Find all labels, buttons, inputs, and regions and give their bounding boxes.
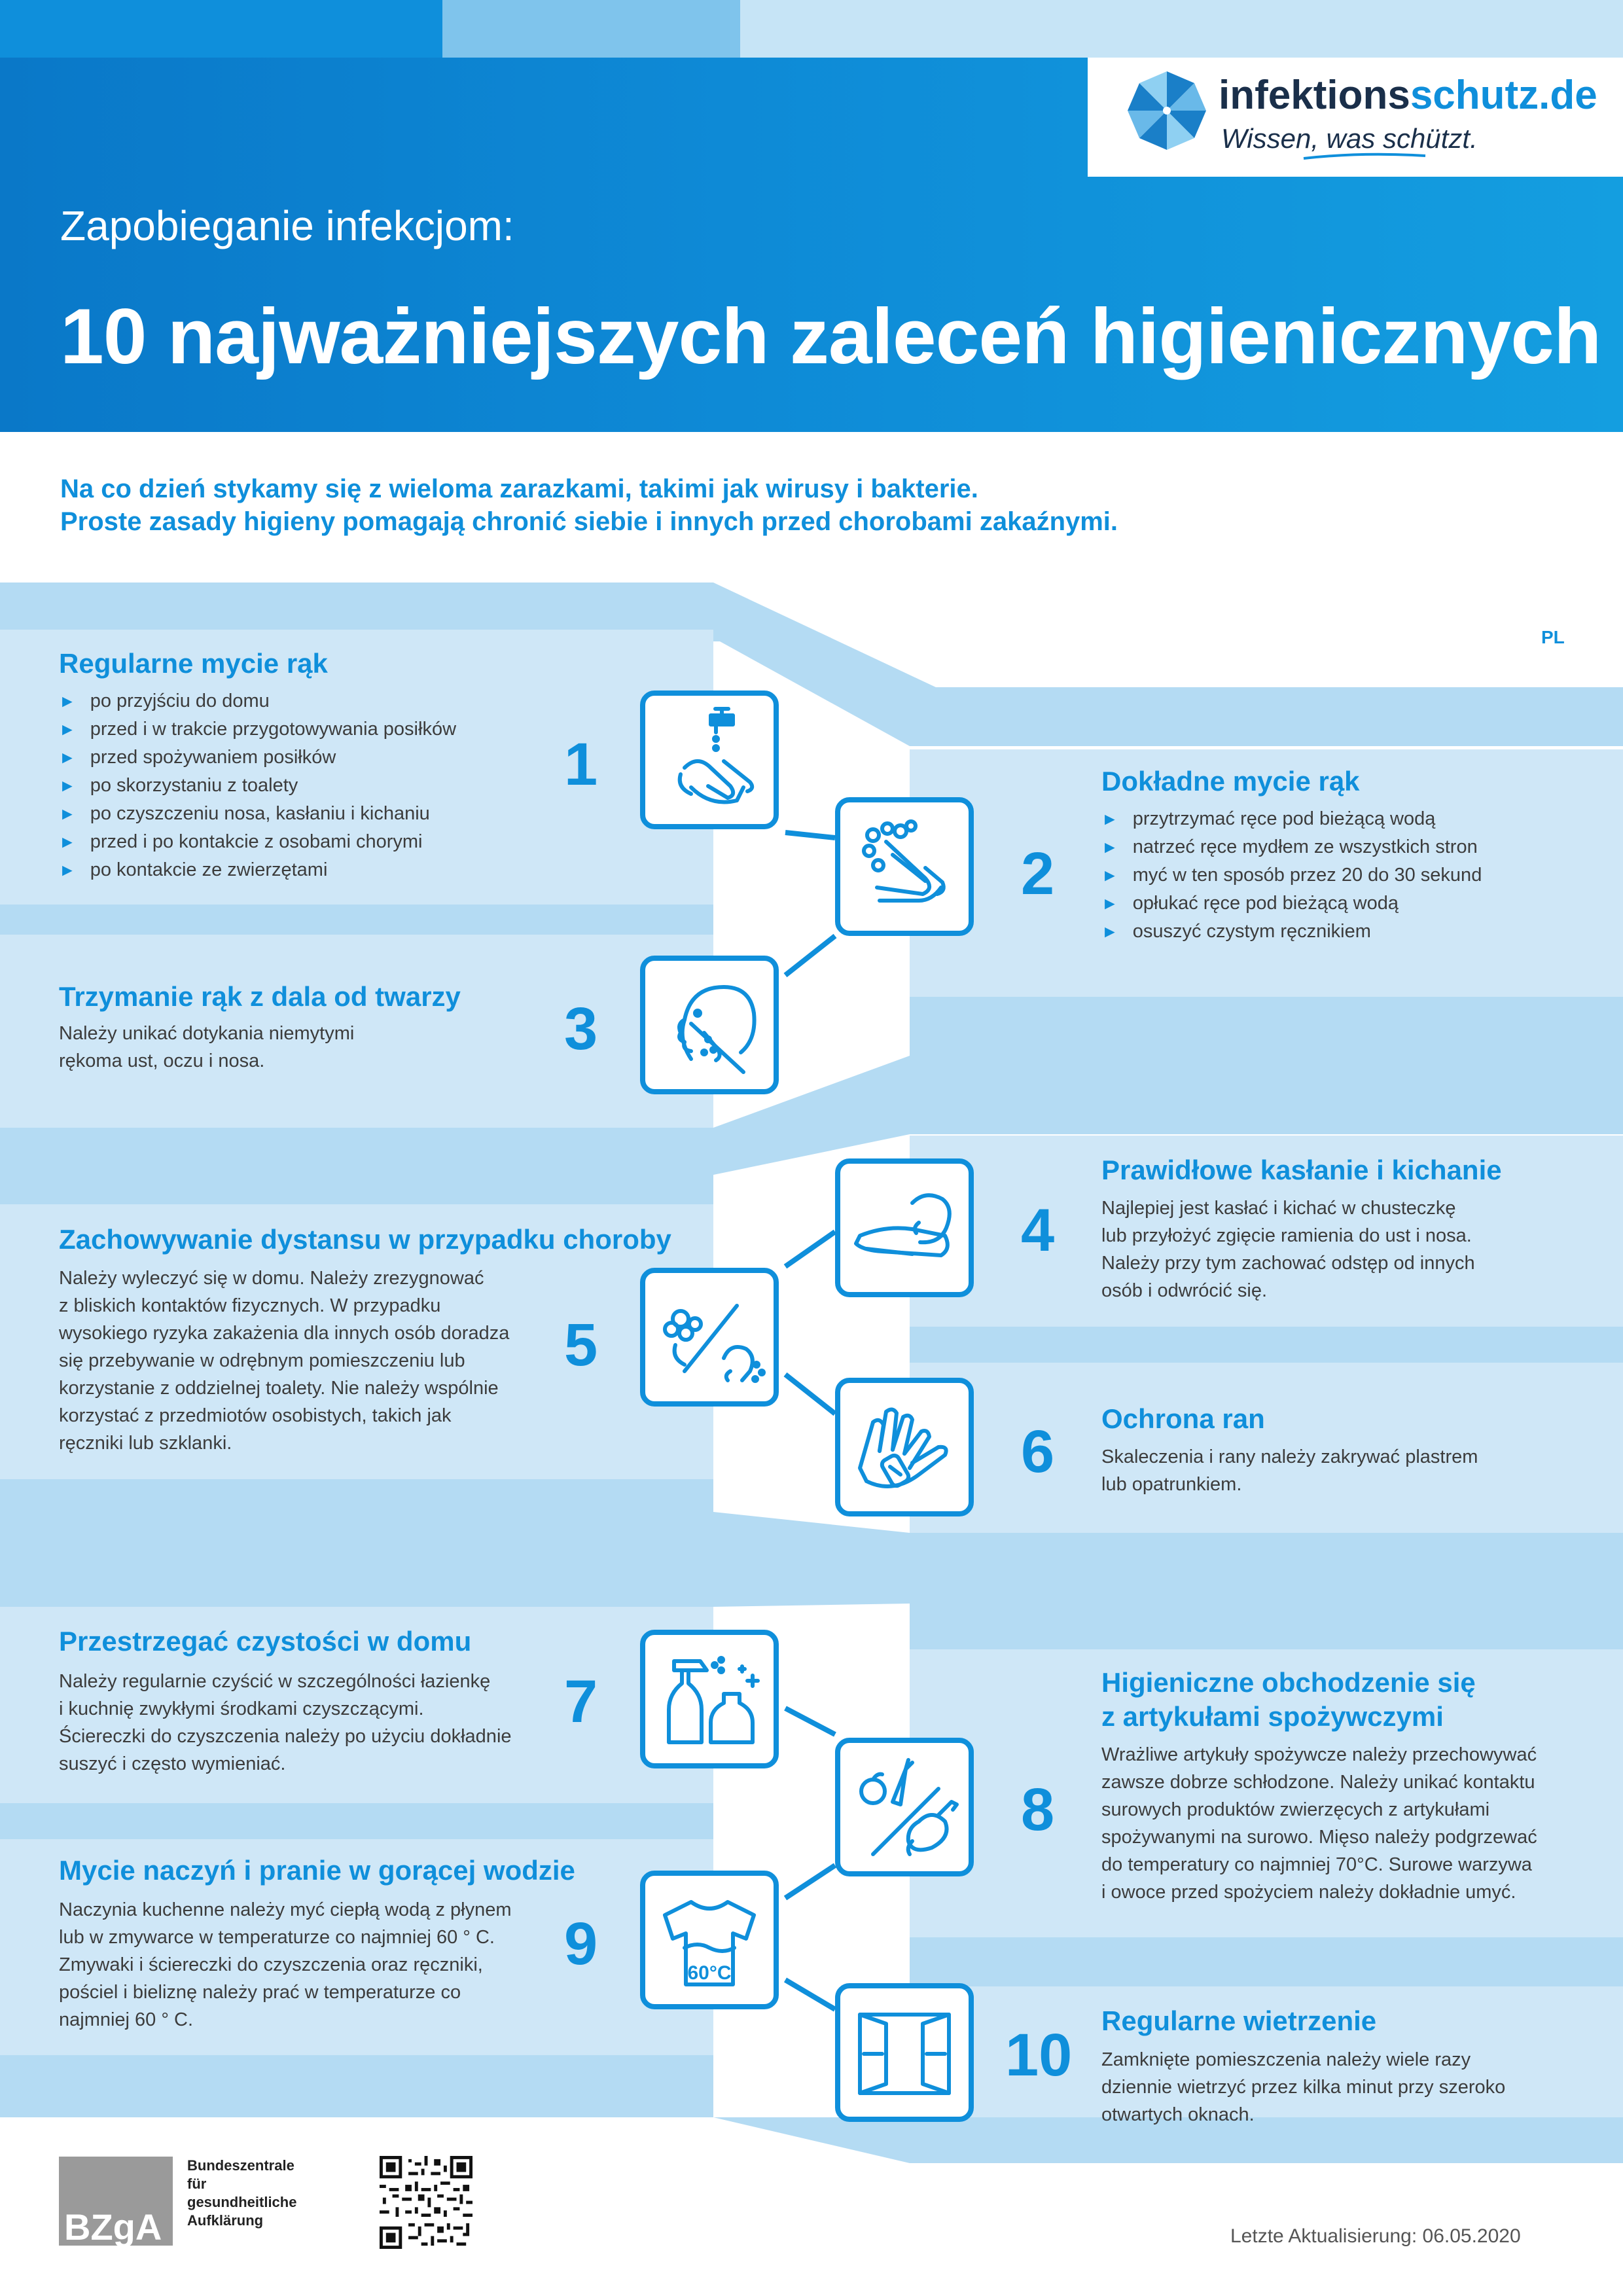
rec-8-title-line-2: z artykułami spożywczymi bbox=[1101, 1701, 1444, 1732]
list-item: ► po przyjściu do domu bbox=[59, 691, 270, 711]
bzga-name-line: für bbox=[187, 2176, 207, 2192]
intro-line-1: Na co dzień stykamy się z wieloma zarazkami, takimi jak wirusy i bakterie. bbox=[60, 475, 978, 503]
rec-9-text-line: pościel i bieliznę należy prać w temperaturze co bbox=[59, 1982, 461, 2003]
language-code: PL bbox=[1541, 627, 1565, 647]
rec-8-text-line: surowych produktów zwierzęcych z artykułami bbox=[1101, 1799, 1490, 1820]
slogan-underline bbox=[1302, 152, 1427, 161]
rec-8-title-line-1: Higieniczne obchodzenie się bbox=[1101, 1667, 1476, 1698]
rec-3-text-line: rękoma ust, oczu i nosa. bbox=[59, 1050, 265, 1071]
rec-7-text-line: Ściereczki do czyszczenia należy po użyciu dokładnie bbox=[59, 1726, 512, 1747]
rec-6-text-line: lub opatrunkiem. bbox=[1101, 1474, 1242, 1495]
list-item: ► przytrzymać ręce pod bieżącą wodą bbox=[1101, 808, 1436, 829]
rec-6-text-line: Skaleczenia i rany należy zakrywać plastrem bbox=[1101, 1446, 1478, 1467]
rec-5-text-line: Należy wyleczyć się w domu. Należy zrezygnować bbox=[59, 1268, 484, 1289]
rec-10-title: Regularne wietrzenie bbox=[1101, 2005, 1377, 2036]
rec-2-list bbox=[1101, 805, 1482, 946]
rec-8-icon-box bbox=[835, 1738, 974, 1876]
list-item: ► po czyszczeniu nosa, kasłaniu i kichaniu bbox=[59, 803, 430, 824]
rec-1-number: 1 bbox=[564, 731, 598, 798]
rec-8-text-line: spożywanymi na surowo. Mięso należy podgrzewać bbox=[1101, 1827, 1537, 1848]
rec-2-title: Dokładne mycie rąk bbox=[1101, 766, 1360, 797]
rec-10-number: 10 bbox=[1005, 2022, 1073, 2089]
bzga-name-line: gesundheitliche bbox=[187, 2194, 297, 2210]
rec-8-text-line: do temperatury co najmniej 70°C. Surowe warzywa bbox=[1101, 1854, 1532, 1875]
rec-4-title: Prawidłowe kasłanie i kichanie bbox=[1101, 1155, 1502, 1185]
rec-10-icon-box bbox=[835, 1983, 974, 2122]
soapy-hands-icon bbox=[840, 802, 969, 931]
rec-2-number: 2 bbox=[1021, 840, 1055, 907]
rec-4-number: 4 bbox=[1021, 1197, 1055, 1264]
cough-elbow-icon bbox=[840, 1164, 969, 1292]
umbrella-logo-icon bbox=[1124, 68, 1209, 153]
bandaged-hand-icon bbox=[840, 1383, 969, 1511]
rec-8-text-line: i owoce przed spożyciem należy dokładnie umyć. bbox=[1101, 1882, 1516, 1903]
qr-code-icon[interactable] bbox=[380, 2156, 473, 2249]
rec-4-text-line: lub przyłożyć zgięcie ramienia do ust i nosa. bbox=[1101, 1225, 1472, 1246]
list-item: ► opłukać ręce pod bieżącą wodą bbox=[1101, 893, 1399, 914]
rec-9-title: Mycie naczyń i pranie w gorącej wodzie bbox=[59, 1855, 575, 1886]
rec-10-text-line: Zamknięte pomieszczenia należy wiele razy bbox=[1101, 2049, 1471, 2070]
last-updated: Letzte Aktualisierung: 06.05.2020 bbox=[1230, 2225, 1521, 2247]
list-item: ► osuszyć czystym ręcznikiem bbox=[1101, 921, 1371, 942]
rec-1-list bbox=[59, 687, 456, 884]
bzga-name-line: Aufklärung bbox=[187, 2212, 264, 2229]
cleaning-spray-icon bbox=[645, 1635, 774, 1763]
top-strip-light bbox=[740, 0, 1623, 58]
shirt-60c-icon bbox=[645, 1876, 774, 2004]
rec-9-text-line: najmniej 60 ° C. bbox=[59, 2009, 194, 2030]
open-window-icon bbox=[840, 1988, 969, 2117]
no-face-touch-icon bbox=[645, 961, 774, 1089]
logo-slogan: Wissen, was schützt. bbox=[1221, 123, 1478, 154]
rec-9-number: 9 bbox=[564, 1910, 598, 1977]
food-separation-icon bbox=[840, 1743, 969, 1871]
page-title: 10 najważniejszych zaleceń higienicznych bbox=[60, 293, 1601, 380]
rec-3-text-line: Należy unikać dotykania niemytymi bbox=[59, 1023, 355, 1044]
rec-7-title: Przestrzegać czystości w domu bbox=[59, 1626, 472, 1657]
rec-4-icon-box bbox=[835, 1158, 974, 1297]
rec-5-text-line: korzystać z przedmiotów osobistych, takich jak bbox=[59, 1405, 452, 1426]
rec-9-text-line: Zmywaki i ściereczki do czyszczenia oraz ręczniki, bbox=[59, 1954, 483, 1975]
rec-7-text-line: Należy regularnie czyścić w szczególności łazienkę bbox=[59, 1671, 491, 1692]
rec-9-icon-box bbox=[640, 1871, 779, 2009]
rec-3-number: 3 bbox=[564, 996, 598, 1062]
rec-7-text-line: i kuchnię zwykłymi środkami czyszczącymi. bbox=[59, 1698, 424, 1719]
rec-5-icon-box bbox=[640, 1268, 779, 1407]
logo-wordmark: infektionsschutz.de bbox=[1219, 73, 1597, 118]
rec-1-title: Regularne mycie rąk bbox=[59, 648, 328, 679]
rec-5-text-line: ręczniki lub szklanki. bbox=[59, 1433, 232, 1454]
page-subtitle: Zapobieganie infekcjom: bbox=[60, 202, 514, 249]
rec-5-number: 5 bbox=[564, 1312, 598, 1378]
rec-5-text-line: się przebywanie w odrębnym pomieszczeniu lub bbox=[59, 1350, 465, 1371]
rec-5-text-line: z bliskich kontaktów fizycznych. W przypadku bbox=[59, 1295, 441, 1316]
list-item: ► myć w ten sposób przez 20 do 30 sekund bbox=[1101, 865, 1482, 886]
bzga-name-line: Bundeszentrale bbox=[187, 2157, 294, 2174]
svg-text:60°C: 60°C bbox=[687, 1962, 732, 1984]
rec-9-text-line: Naczynia kuchenne należy myć ciepłą wodą z płynem bbox=[59, 1899, 512, 1920]
rec-3-title: Trzymanie rąk z dala od twarzy bbox=[59, 981, 461, 1012]
handwashing-faucet-icon bbox=[645, 696, 774, 824]
rec-6-number: 6 bbox=[1021, 1418, 1055, 1485]
rec-8-number: 8 bbox=[1021, 1776, 1055, 1843]
list-item: ► po kontakcie ze zwierzętami bbox=[59, 859, 328, 880]
rec-3-icon-box bbox=[640, 956, 779, 1094]
top-strip-dark bbox=[0, 0, 442, 58]
rec-4-text-line: Najlepiej jest kasłać i kichać w chusteczkę bbox=[1101, 1198, 1456, 1219]
list-item: ► przed i po kontakcie z osobami chorymi bbox=[59, 831, 423, 852]
rec-6-icon-box bbox=[835, 1378, 974, 1516]
rec-6-title: Ochrona ran bbox=[1101, 1403, 1265, 1434]
rec-4-text-line: Należy przy tym zachować odstęp od innych bbox=[1101, 1253, 1475, 1274]
list-item: ► natrzeć ręce mydłem ze wszystkich stron bbox=[1101, 836, 1478, 857]
rec-7-icon-box bbox=[640, 1630, 779, 1768]
bzga-abbreviation: BZgA bbox=[64, 2206, 162, 2248]
rec-10-text-line: dziennie wietrzyć przez kilka minut przy szeroko bbox=[1101, 2077, 1506, 2098]
rec-2-icon-box bbox=[835, 797, 974, 936]
rec-4-text-line: osób i odwrócić się. bbox=[1101, 1280, 1268, 1301]
rec-5-text-line: korzystanie z oddzielnej toalety. Nie należy wspólnie bbox=[59, 1378, 499, 1399]
rec-7-text-line: suszyć i często wymieniać. bbox=[59, 1753, 286, 1774]
top-strip-mid bbox=[442, 0, 740, 58]
rec-10-text-line: otwartych oknach. bbox=[1101, 2104, 1255, 2125]
rec-5-title: Zachowywanie dystansu w przypadku choroby bbox=[59, 1224, 671, 1255]
rec-5-text-line: wysokiego ryzyka zakażenia dla innych osób doradza bbox=[59, 1323, 510, 1344]
rec-1-icon-box bbox=[640, 691, 779, 829]
list-item: ► przed spożywaniem posiłków bbox=[59, 747, 336, 768]
list-item: ► przed i w trakcie przygotowywania posiłków bbox=[59, 719, 457, 740]
rec-8-text-line: zawsze dobrze schłodzone. Należy unikać kontaktu bbox=[1101, 1772, 1535, 1793]
list-item: ► po skorzystaniu z toalety bbox=[59, 775, 298, 796]
rec-8-text-line: Wrażliwe artykuły spożywcze należy przechowywać bbox=[1101, 1744, 1537, 1765]
rec-7-number: 7 bbox=[564, 1668, 598, 1735]
distance-icon bbox=[645, 1273, 774, 1401]
rec-9-text-line: lub w zmywarce w temperaturze co najmniej 60 ° C. bbox=[59, 1927, 495, 1948]
intro-line-2: Proste zasady higieny pomagają chronić siebie i innych przed chorobami zakaźnymi. bbox=[60, 507, 1118, 536]
